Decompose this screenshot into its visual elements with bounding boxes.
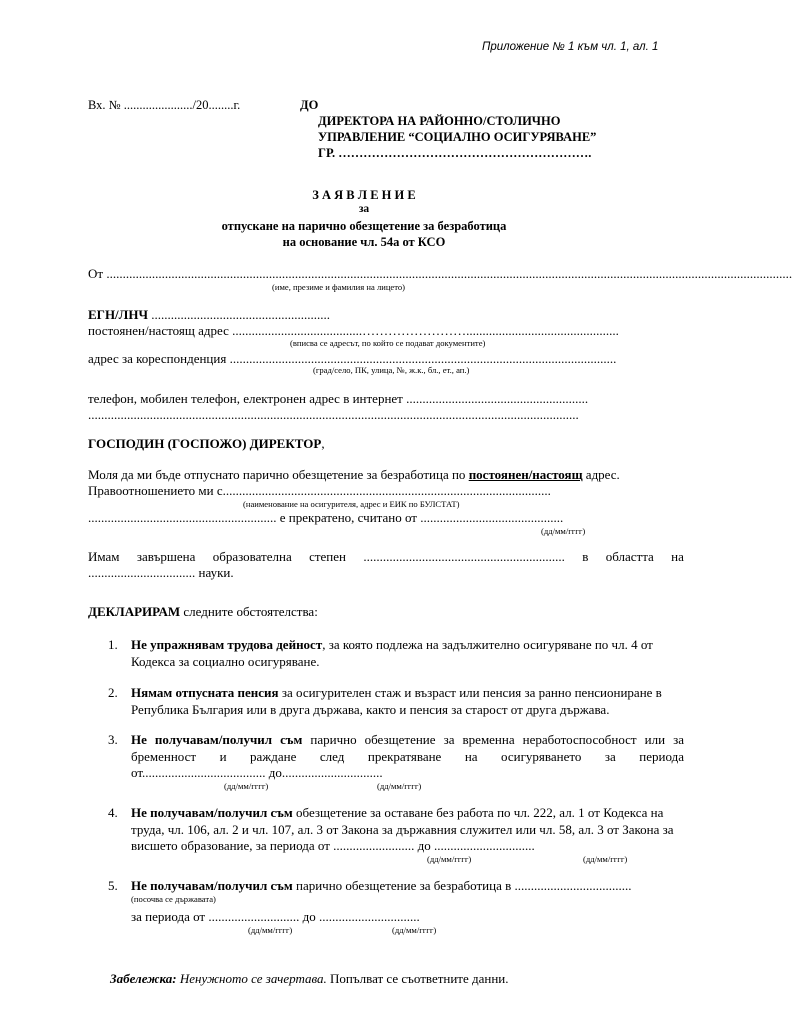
item-2-number: 2. [108, 685, 118, 700]
from-dots: ................................................................................................................................................................................................................... [106, 266, 792, 281]
item-4-body: обезщетение за оставане без работа по чл. 222, ал. 1 от Кодекса на труда, чл. 106, ал. 2 и чл. 107, ал. 3 от Закона за държавния служител или чл. 58, ал. 3 от Закона за висшето образование, за периода от ......................... до ............................... [131, 805, 674, 853]
termination-line[interactable] [88, 510, 684, 526]
item-1-number: 1. [108, 637, 118, 652]
egn-line[interactable] [88, 307, 684, 323]
document-title: З А Я В Л Е Н И Е [312, 188, 416, 202]
correspondence-dots: ....................................................................................................................... [229, 351, 617, 366]
request-p1-end: адрес. [582, 467, 620, 482]
contact-dots: ........................................................ [406, 391, 589, 406]
request-p1-bold: постоянен/настоящ [468, 467, 583, 482]
request-paragraph-1 [88, 467, 684, 483]
salutation [88, 436, 684, 452]
address-dots: ........................................……………………............................................... [232, 323, 619, 338]
item-1-body: , за която подлежа на задължително осигуряване по чл. 4 от Кодекса за социално осигуряване. [131, 637, 653, 669]
edu-w1: Имам [88, 549, 120, 564]
item-2-text [131, 685, 684, 718]
item-5-text[interactable] [131, 878, 684, 895]
item-3-period[interactable]: от...................................... до............................... [131, 765, 383, 780]
addressee-line-3: ГР. ……………………………………………………. [318, 146, 592, 160]
addressee-line-1: ДИРЕКТОРА НА РАЙОННО/СТОЛИЧНО [318, 114, 561, 128]
title-sub-3: на основание чл. 54а от КСО [282, 235, 446, 249]
edu-w6: в [582, 549, 589, 564]
item-4-number: 4. [108, 805, 118, 820]
employment-line[interactable]: Правоотношението ми с..................................................................................................... [88, 483, 551, 498]
item-5-period[interactable]: за периода от ............................ до ............................... [131, 909, 420, 924]
item-3-text [131, 732, 684, 765]
declare-heading [88, 604, 684, 620]
item-1-text [131, 637, 684, 670]
item-5-state-caption: (посочва се държавата) [131, 894, 216, 904]
item-4-bold: Не получавам/получил съм [131, 805, 293, 820]
edu-w7: областта [605, 549, 654, 564]
address-line[interactable] [88, 323, 684, 339]
education-line-2[interactable]: ................................. науки. [88, 565, 234, 580]
item-5-from-caption: (дд/мм/гггг) [248, 925, 293, 935]
request-p1-start: Моля да ми бъде отпуснато парично обезщетение за безработица по [88, 467, 469, 482]
contact-line[interactable] [88, 391, 684, 407]
from-caption: (име, презиме и фамилия на лицето) [272, 282, 406, 292]
item-1-bold: Не упражнявам трудова дейност [131, 637, 323, 652]
termination-dots: ............................................ [420, 510, 564, 525]
item-4-from-caption: (дд/мм/гггг) [427, 854, 472, 864]
edu-w3: образователна [212, 549, 292, 564]
note [110, 971, 509, 987]
address-label: постоянен/настоящ адрес [88, 323, 229, 338]
item-5-body: парично обезщетение за безработица в .................................... [292, 878, 632, 893]
note-label: Забележка: [110, 971, 177, 986]
item-3-body: парично обезщетение за временна неработоспособност или за бременност и раждане след прекратяване на осигуряването за периода [131, 732, 685, 764]
termination-text: .......................................................... е прекратено, считано от [88, 510, 421, 525]
salutation-comma: , [321, 436, 325, 451]
egn-label: ЕГН/ЛНЧ [88, 307, 149, 322]
item-2-bold: Нямам отпусната пенсия [131, 685, 279, 700]
education-line[interactable] [88, 549, 684, 565]
item-4-text[interactable] [131, 805, 684, 855]
annex-reference: Приложение № 1 към чл. 1, ал. 1 [482, 41, 659, 53]
employer-caption: (наименование на осигурителя, адрес и ЕИК по БУЛСТАТ) [243, 499, 460, 509]
title-sub-2: отпускане на парично обезщетение за безработица [221, 219, 507, 233]
from-line[interactable] [88, 266, 792, 282]
address-caption: (вписва се адресът, по който се подават документите) [290, 338, 486, 348]
item-3-bold: Не получавам/получил съм [131, 732, 303, 747]
edu-w4: степен [309, 549, 346, 564]
item-2-body: за осигурителен стаж и възраст или пенсия за ранно пенсиониране в Република България или в друга държава, както и пенсия за старост от друга държава. [131, 685, 662, 717]
salutation-text: ГОСПОДИН (ГОСПОЖО) ДИРЕКТОР [88, 436, 322, 451]
incoming-number: Вх. № ....................../20........г. [88, 98, 241, 112]
correspondence-caption: (град/село, ПК, улица, №, ж.к., бл., ет., ап.) [313, 365, 470, 375]
termination-date-caption: (дд/мм/гггг) [541, 526, 586, 536]
item-5-bold: Не получавам/получил съм [131, 878, 293, 893]
edu-w2: завършена [136, 549, 196, 564]
item-5-to-caption: (дд/мм/гггг) [392, 925, 437, 935]
item-3-number: 3. [108, 732, 118, 747]
note-rest: Попълват се съответните данни. [326, 971, 509, 986]
item-5-number: 5. [108, 878, 118, 893]
edu-w8: на [671, 549, 684, 564]
item-3-to-caption: (дд/мм/гггг) [377, 781, 422, 791]
item-3-from-caption: (дд/мм/гггг) [224, 781, 269, 791]
edu-w5: .............................................................. [363, 549, 565, 564]
egn-dots: ....................................................... [151, 307, 331, 322]
contact-label: телефон, мобилен телефон, електронен адрес в интернет [88, 391, 403, 406]
contact-line-2[interactable]: ....................................................................................................................................................... [88, 407, 579, 422]
addressee-to: ДО [300, 98, 319, 112]
title-sub-1: за [358, 203, 370, 215]
from-label: От [88, 266, 104, 281]
declare-bold: ДЕКЛАРИРАМ [88, 604, 181, 619]
addressee-line-2: УПРАВЛЕНИЕ “СОЦИАЛНО ОСИГУРЯВАНЕ” [318, 130, 597, 144]
item-4-to-caption: (дд/мм/гггг) [583, 854, 628, 864]
correspondence-label: адрес за кореспонденция [88, 351, 227, 366]
declare-rest: следните обстоятелства: [183, 604, 318, 619]
note-italic: Ненужното се зачертава. [176, 971, 327, 986]
